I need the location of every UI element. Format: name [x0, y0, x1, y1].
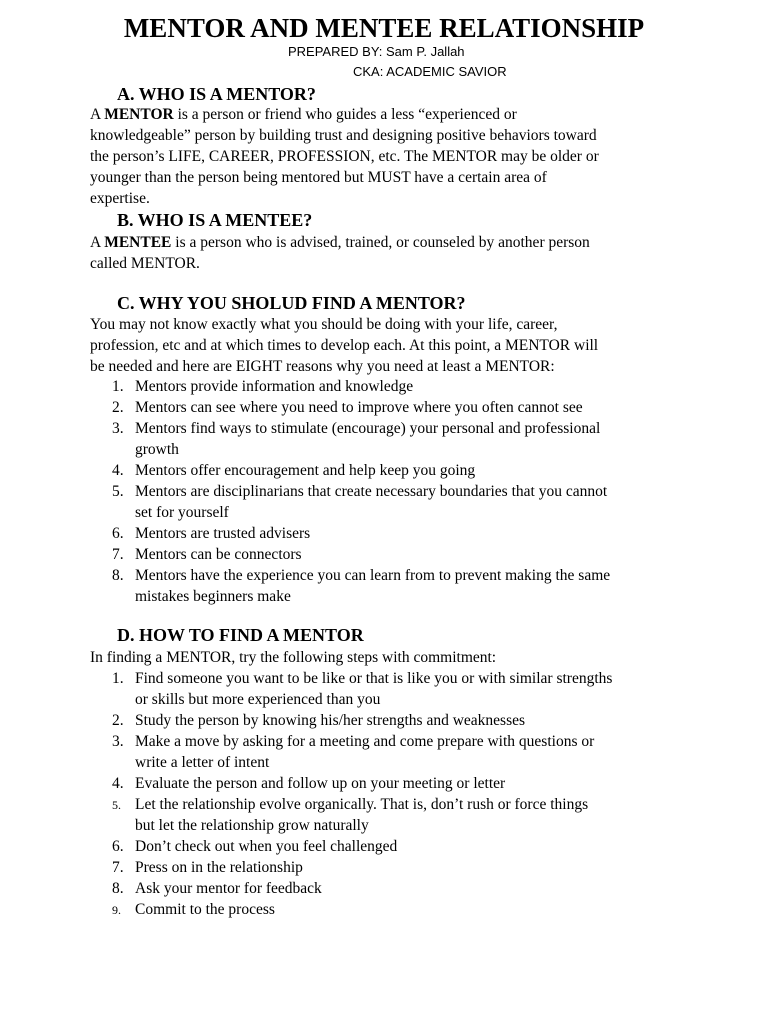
step-item-text: Make a move by asking for a meeting and come prepare with questions or — [135, 733, 595, 750]
step-item-text: or skills but more experienced than you — [135, 691, 381, 708]
step-item-2 — [90, 710, 690, 731]
step-item-number: 6. — [112, 838, 124, 855]
reason-item-number: 3. — [112, 420, 124, 437]
step-item-6 — [90, 836, 690, 857]
reason-item-5 — [90, 481, 690, 523]
reason-item-3 — [90, 418, 690, 460]
reason-item-6 — [90, 523, 690, 544]
step-item-5 — [90, 794, 690, 836]
reason-item-text: set for yourself — [135, 504, 229, 521]
section-a-line-1 — [90, 104, 680, 125]
section-a-heading — [117, 83, 316, 105]
find-mentor-steps-list — [90, 668, 690, 920]
step-item-text: Find someone you want to be like or that is like you or with similar strengths — [135, 670, 613, 687]
step-item-7 — [90, 857, 690, 878]
step-item-8 — [90, 878, 690, 899]
section-a-line-4: younger than the person being mentored but MUST have a certain area of — [90, 169, 547, 186]
step-item-number: 2. — [112, 712, 124, 729]
reason-item-number: 8. — [112, 567, 124, 584]
step-item-text: Evaluate the person and follow up on your meeting or letter — [135, 775, 506, 792]
reason-item-number: 2. — [112, 399, 124, 416]
reason-item-1 — [90, 376, 690, 397]
section-c-intro — [90, 314, 680, 377]
reason-item-2 — [90, 397, 690, 418]
reason-item-text: Mentors are trusted advisers — [135, 525, 311, 542]
section-c-intro-line-3: be needed and here are EIGHT reasons why you need at least a MENTOR: — [90, 358, 555, 375]
reason-item-number: 4. — [112, 462, 124, 479]
step-item-number: 9. — [112, 903, 121, 917]
reason-item-text: Mentors offer encouragement and help keep you going — [135, 462, 476, 479]
reason-item-text: Mentors can be connectors — [135, 546, 302, 563]
prepared-by: PREPARED BY: Sam P. Jallah — [288, 44, 465, 59]
reason-item-text: growth — [135, 441, 179, 458]
section-c-intro-line-2: profession, etc and at which times to develop each. At this point, a MENTOR will — [90, 337, 599, 354]
section-b-line-1-post: is a person who is advised, trained, or counseled by another person — [171, 234, 590, 251]
section-d-intro — [90, 647, 680, 668]
section-d-heading — [117, 624, 364, 646]
section-d-intro-line-1: In finding a MENTOR, try the following steps with commitment: — [90, 649, 497, 666]
step-item-number: 7. — [112, 859, 124, 876]
section-a-line-1-post: is a person or friend who guides a less “experienced or — [173, 106, 517, 123]
reason-item-text: Mentors provide information and knowledge — [135, 378, 414, 395]
section-a-line-5: expertise. — [90, 190, 150, 207]
reason-item-text: mistakes beginners make — [135, 588, 291, 605]
mentor-reasons-list — [90, 376, 690, 607]
step-item-text: Press on in the relationship — [135, 859, 303, 876]
mentee-term: MENTEE — [104, 234, 172, 251]
section-a-line-2: knowledgeable” person by building trust and designing positive behaviors toward — [90, 127, 597, 144]
section-a-paragraph — [90, 104, 680, 209]
section-c-intro-line-1: You may not know exactly what you should be doing with your life, career, — [90, 316, 558, 333]
section-b-line-2: called MENTOR. — [90, 255, 200, 272]
step-item-text: Commit to the process — [135, 901, 275, 918]
step-item-number: 4. — [112, 775, 124, 792]
step-item-4 — [90, 773, 690, 794]
step-item-1 — [90, 668, 690, 710]
reason-item-number: 7. — [112, 546, 124, 563]
mentor-term: MENTOR — [104, 106, 174, 123]
section-b-heading-text: B. WHO IS A MENTEE? — [117, 210, 313, 230]
section-b-line-1 — [90, 232, 680, 253]
step-item-text: Don’t check out when you feel challenged — [135, 838, 398, 855]
step-item-text: but let the relationship grow naturally — [135, 817, 369, 834]
reason-item-text: Mentors are disciplinarians that create necessary boundaries that you cannot — [135, 483, 608, 500]
section-a-line-3: the person’s LIFE, CAREER, PROFESSION, etc. The MENTOR may be older or — [90, 148, 599, 165]
step-item-text: write a letter of intent — [135, 754, 270, 771]
document-title: MENTOR AND MENTEE RELATIONSHIP — [123, 13, 645, 43]
cka-line: CKA: ACADEMIC SAVIOR — [353, 64, 507, 79]
reason-item-number: 1. — [112, 378, 124, 395]
section-b-paragraph — [90, 232, 680, 274]
step-item-3 — [90, 731, 690, 773]
reason-item-text: Mentors find ways to stimulate (encourage) your personal and professional — [135, 420, 601, 437]
step-item-number: 1. — [112, 670, 124, 687]
section-c-heading — [117, 292, 466, 314]
reason-item-text: Mentors can see where you need to improve where you often cannot see — [135, 399, 583, 416]
reason-item-7 — [90, 544, 690, 565]
step-item-text: Let the relationship evolve organically. That is, don’t rush or force things — [135, 796, 589, 813]
section-b-heading — [117, 209, 312, 231]
section-a-line-1-pre: A — [90, 106, 105, 123]
section-c-heading-text: C. WHY YOU SHOLUD FIND A MENTOR? — [117, 293, 466, 313]
section-d-heading-text: D. HOW TO FIND A MENTOR — [117, 625, 364, 645]
step-item-9 — [90, 899, 690, 920]
section-b-line-1-pre: A — [90, 234, 105, 251]
step-item-number: 5. — [112, 798, 121, 812]
reason-item-text: Mentors have the experience you can learn from to prevent making the same — [135, 567, 611, 584]
reason-item-number: 5. — [112, 483, 124, 500]
reason-item-8 — [90, 565, 690, 607]
step-item-number: 8. — [112, 880, 124, 897]
step-item-text: Ask your mentor for feedback — [135, 880, 322, 897]
section-a-heading-text: A. WHO IS A MENTOR? — [117, 84, 316, 104]
step-item-number: 3. — [112, 733, 124, 750]
step-item-text: Study the person by knowing his/her strengths and weaknesses — [135, 712, 526, 729]
reason-item-4 — [90, 460, 690, 481]
reason-item-number: 6. — [112, 525, 124, 542]
